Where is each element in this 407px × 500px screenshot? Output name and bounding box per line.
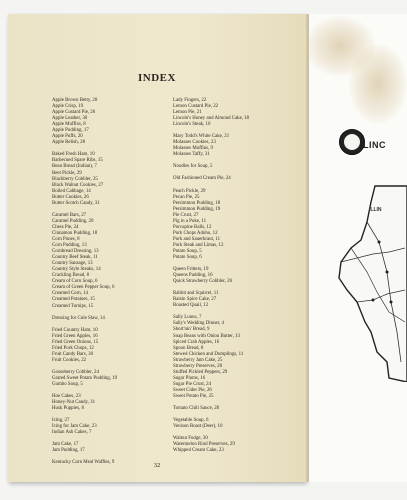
index-entry: Cream of Corn Soup, 6 [52,279,98,285]
index-entry: Vegetable Soup, 6 [173,418,209,424]
index-entry: Venison Roast (Deer), 10 [173,424,223,430]
index-right-column [173,98,298,454]
index-entry: Apple Puffs, 20 [52,134,83,140]
index-entry: Bean Bread (Indian), 7 [52,164,97,170]
water-stain [349,44,407,124]
index-entry: Rabbit and Squirrel, 11 [173,291,219,297]
index-entry: Apple Brown Betty, 20 [52,98,98,103]
index-entry: Jam Pudding, 17 [52,448,85,454]
index-entry: Stuffed Pickled Peppers, 29 [173,369,228,375]
index-entry: Creamed Corn, 14 [52,291,88,297]
index-entry: Country Beef Steak, 11 [52,255,98,261]
index-entry: Fruit Candy Bars, 30 [52,351,94,357]
index-entry: Jam Cake, 17 [52,442,79,448]
page-number: 32 [153,462,161,469]
index-entry: Sweet Potato Pie, 25 [173,393,214,399]
index-entry: Spoon Bread, 8 [173,345,204,351]
index-entry: Tomato Chili Sauce, 28 [173,406,220,412]
index-entry: Old Fashioned Cream Pie, 24 [173,176,231,182]
index-entry: Barbecued Spare Ribs, 15 [52,158,103,164]
index-entry: Lincoln's Honey and Almond Cake, 18 [173,116,250,122]
index-entry: Beet Pickle, 29 [52,170,82,176]
index-entry: Pecan Pie, 25 [173,194,200,200]
index-entry: Cinnamon Pudding, 18 [52,230,98,236]
index-entry: Noodles for Soup, 5 [173,164,213,170]
index-entry: Baked Fresh Ham, 10 [52,152,95,158]
index-entry: Icing, 27 [52,418,70,424]
index-entry: Sugar Plums, 16 [173,375,206,381]
map-state-label: ILLIN [369,207,382,213]
index-entry: Persimmon Pudding, 18 [173,200,221,206]
index-entry: Cream of Green Pepper Soup, 6 [52,285,115,291]
index-entry: Apple Pudding, 17 [52,128,89,134]
index-entry: Roasted Quail, 12 [173,303,209,309]
index-entry: Cornbread Dressing, 13 [52,249,99,255]
index-entry: Molasses Muffins, 9 [173,146,213,152]
index-entry: Lemon Custard Pie, 22 [173,104,219,110]
index-entry: Caramel Bars, 27 [52,212,87,218]
index-entry: Queen Fritters, 19 [173,267,209,273]
index-entry: Strawberry Preserves, 28 [173,363,223,369]
index-entry: Lincoln's Steak, 10 [173,122,211,128]
index-entry: Pork Chops Adobo, 12 [173,230,218,236]
index-left-column [52,98,170,466]
index-entry: Blackberry Cobbler, 25 [52,176,98,182]
index-entry: Pig in a Poke, 11 [173,218,207,224]
index-entry: Persimmon Pudding, 19 [173,206,221,212]
index-entry: Stewed Chicken and Dumplings, 11 [173,351,244,357]
seal-image [339,129,365,155]
index-entry: Pork Steak and Limas, 12 [173,242,224,248]
index-entry: Pork and Sauerkraut, 11 [173,236,221,242]
index-entry: Short'nin' Bread, 9 [173,327,210,333]
left-book-page [8,14,306,482]
index-entry: Apple Custard Pie, 26 [52,110,96,116]
index-entry: Chess Pie, 24 [52,224,79,230]
map-page-title: LINC [363,140,386,150]
index-entry: Queens Pudding, 16 [173,273,213,279]
index-entry: Soap Beans with Onion Butter, 13 [173,333,240,339]
index-entry: Grated Sweet Potato Pudding, 19 [52,375,118,381]
index-entry: Spiced Crab Apples, 16 [173,339,220,345]
index-title: INDEX [138,72,176,84]
index-entry: Honey-Nut Candy, 31 [52,400,96,406]
index-entry: Apple Leather, 30 [52,116,88,122]
index-entry: Country Style Steaks, 14 [52,267,101,273]
right-book-page [309,14,407,482]
index-entry: Apple Muffins, 8 [52,122,86,128]
index-entry: Corn Pudding, 13 [52,243,87,249]
index-entry: Sugar Pie Crust, 24 [173,381,212,387]
index-entry: Fried Green Onions, 15 [52,339,99,345]
index-entry: Strawberry Jam Cake, 25 [173,357,223,363]
index-entry: Raisin Spice Cake, 27 [173,297,217,303]
index-entry: Creamed Potatoes, 15 [52,297,95,303]
index-entry: Sally's Wedding Dinner, 4 [173,321,225,327]
index-entry: Whipped Cream Cake, 23 [173,448,224,454]
index-entry: Sweet Cider Pie, 26 [173,387,212,393]
index-entry: Molasses Taffy, 31 [173,152,210,158]
index-entry: Caramel Pudding, 20 [52,218,94,224]
index-entry: Kentucky Corn Meal Waffles, 9 [52,460,115,466]
index-entry: Mary Todd's White Cake, 21 [173,134,230,140]
illinois-map [327,182,407,382]
index-entry: Icing for Jam Cake, 23 [52,424,97,430]
index-entry: Lemon Pie, 21 [173,110,202,116]
index-entry: Walnut Fudge, 30 [173,436,208,442]
index-entry: Potato Soup, 5 [173,248,202,254]
index-entry: Lady Fingers, 22 [173,98,207,103]
index-entry: Potato Soup, 6 [173,255,202,261]
index-entry: Gumbo Soup, 5 [52,381,83,387]
index-entry: Apple Relish, 28 [52,140,86,146]
index-entry: Crackling Bread, 8 [52,273,90,279]
index-entry: Creamed Turnips, 15 [52,303,94,309]
index-entry: Fruit Cookies, 22 [52,357,87,363]
index-entry: Porcupine Balls, 12 [173,224,212,230]
index-entry: Indian Ash Cakes, 7 [52,430,92,436]
index-entry: Fried Green Apples, 16 [52,333,98,339]
index-entry: Black Walnut Cookies, 27 [52,182,104,188]
index-entry: Dressing for Cole Slaw, 14 [52,315,105,321]
index-entry: Fried Country Ham, 10 [52,327,98,333]
index-entry: Country Sausage, 13 [52,261,93,267]
index-entry: Sally Lunns, 7 [173,315,202,321]
index-entry: Corn Pones, 8 [52,236,80,242]
index-entry: Boiled Cabbage, 14 [52,188,91,194]
index-entry: Hoe Cakes, 23 [52,394,81,400]
index-entry: Quick Strawberry Cobbler, 26 [173,279,233,285]
index-entry: Husk Puppies, 8 [52,406,84,412]
index-entry: Pie Crust, 27 [173,212,199,218]
index-entry: Watermelon Rind Preserves, 29 [173,442,235,448]
index-entry: Gooseberry Cobbler, 24 [52,369,99,375]
index-entry: Apple Crisp, 19 [52,104,84,110]
index-entry: Fried Pork Chops, 12 [52,345,94,351]
index-entry: Butter Cookies, 26 [52,194,89,200]
index-entry: Peach Pickle, 29 [173,188,206,194]
index-entry: Butter Scotch Candy, 31 [52,200,100,206]
index-entry: Molasses Cookies, 23 [173,140,216,146]
